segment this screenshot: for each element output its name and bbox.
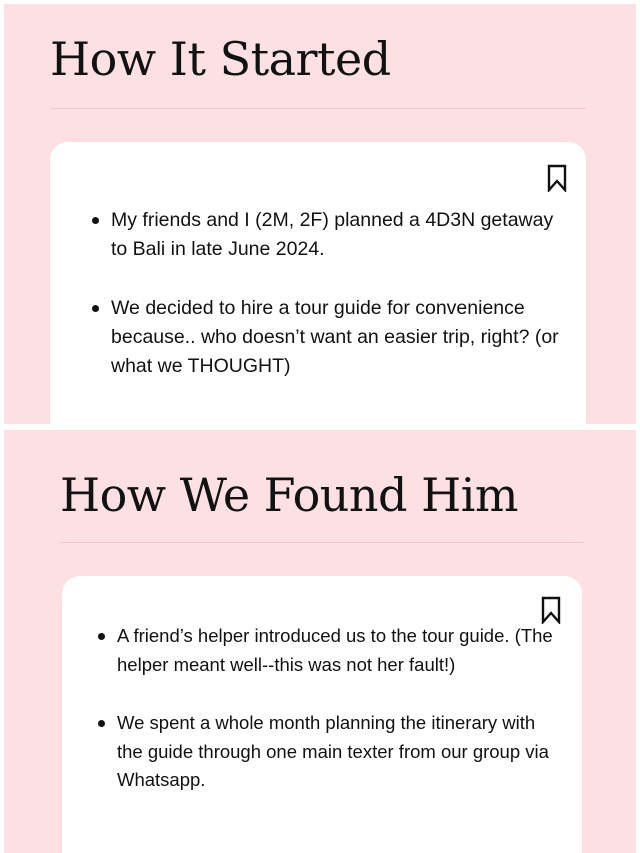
list-item: A friend’s helper introduced us to the tour guide. (The helper meant well--this was not her fault!) xyxy=(96,622,556,679)
bookmark-icon[interactable] xyxy=(546,164,568,192)
section-how-we-found-him xyxy=(4,430,636,853)
divider xyxy=(50,108,586,109)
bullet-list xyxy=(90,206,560,381)
bookmark-icon[interactable] xyxy=(540,596,562,624)
content-card xyxy=(50,142,586,424)
list-item: We decided to hire a tour guide for convenience because.. who doesn’t want an easier trip, right? (or what we THOUGHT) xyxy=(90,294,560,381)
section-title: How It Started xyxy=(50,32,391,86)
list-item: My friends and I (2M, 2F) planned a 4D3N getaway to Bali in late June 2024. xyxy=(90,206,560,264)
section-title: How We Found Him xyxy=(60,468,519,522)
section-how-it-started xyxy=(4,4,636,424)
divider xyxy=(60,542,584,543)
bullet-list xyxy=(96,622,556,795)
content-card xyxy=(62,576,582,853)
list-item: We spent a whole month planning the itinerary with the guide through one main texter from our group via Whatsapp. xyxy=(96,709,556,795)
